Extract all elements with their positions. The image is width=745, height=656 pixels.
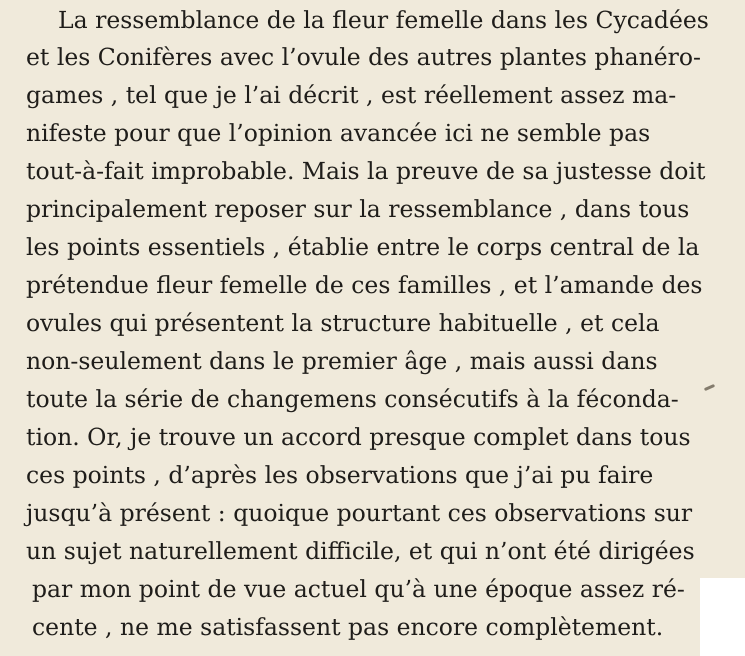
text-line: non-seulement dans le premier âge , mais aussi dans — [26, 347, 658, 375]
text-line: par mon point de vue actuel qu’à une époque assez ré- — [32, 575, 685, 603]
text-line: les points essentiels , établie entre le corps central de la — [26, 233, 700, 261]
text-line: toute la série de changemens consécutifs à la féconda- — [26, 385, 679, 413]
text-line: nifeste pour que l’opinion avancée ici ne semble pas — [26, 119, 651, 147]
text-line: La ressemblance de la fleur femelle dans les Cycadées — [58, 6, 709, 34]
text-line: prétendue fleur femelle de ces familles , et l’amande des — [26, 271, 703, 299]
text-line: jusqu’à présent : quoique pourtant ces observations sur — [26, 499, 693, 527]
text-line: et les Conifères avec l’ovule des autres plantes phanéro- — [26, 43, 701, 71]
text-line: tion. Or, je trouve un accord presque complet dans tous — [26, 423, 691, 451]
text-line: principalement reposer sur la ressemblance , dans tous — [26, 195, 690, 223]
text-line: cente , ne me satisfassent pas encore complètement. — [32, 613, 664, 641]
text-line: ovules qui présentent la structure habituelle , et cela — [26, 309, 660, 337]
text-line: tout-à-fait improbable. Mais la preuve de sa justesse doit — [26, 157, 706, 185]
text-line: un sujet naturellement difficile, et qui n’ont été dirigées — [26, 537, 695, 565]
text-line: ces points , d’après les observations que j’ai pu faire — [26, 461, 654, 489]
text-line: games , tel que je l’ai décrit , est réellement assez ma- — [26, 81, 677, 109]
